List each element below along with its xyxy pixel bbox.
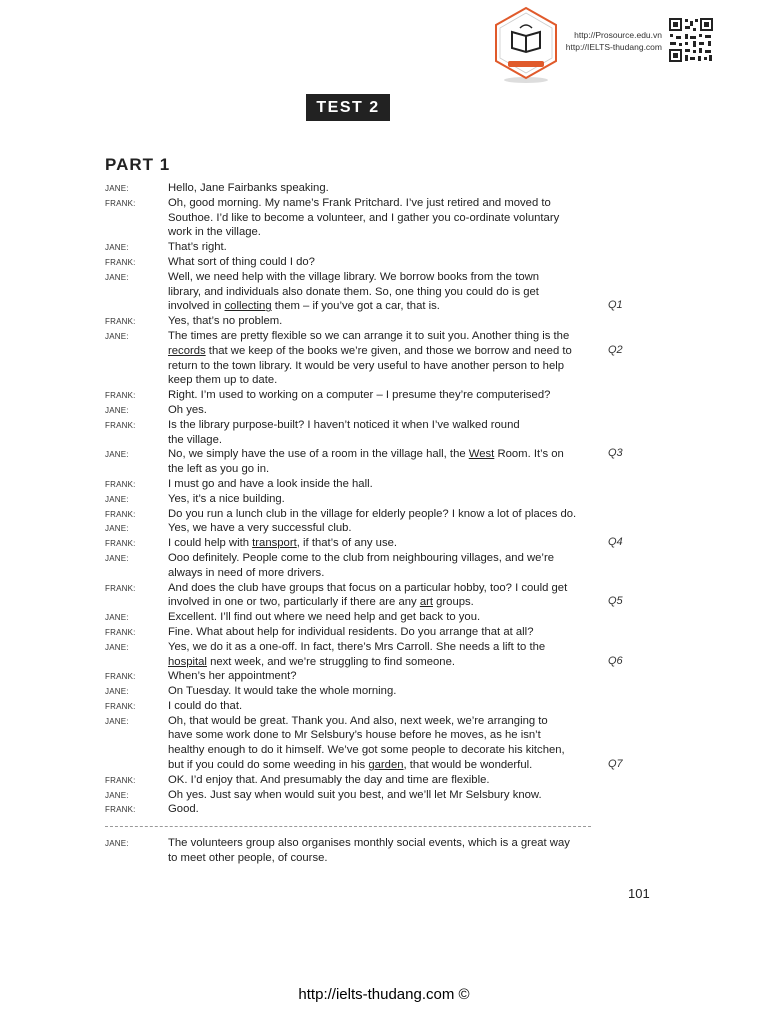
dialogue-line [105,640,645,670]
line-text: Ooo definitely. People come to the club from neighbouring villages, and we’re always in need of more drivers. [168,551,554,579]
line-text: No, we simply have the use of a room in the village hall, the West Room. It’s on the left as you go in. [168,448,564,476]
dialogue-line [105,507,645,522]
line-text: Excellent. I’ll find out where we need help and get back to you. [168,611,481,624]
line-text: Good. [168,803,199,816]
question-marker: Q5 [608,595,623,608]
question-marker: Q1 [608,299,623,312]
dialogue-line [105,388,645,403]
url-prosource[interactable]: http://Prosource.edu.vn [574,30,662,40]
dialogue-line [105,447,645,477]
dialogue-line [105,625,645,640]
thudang-logo [490,6,562,86]
speaker-label: FRANK: [105,257,136,267]
dialogue-line [105,773,645,788]
speaker-label: FRANK: [105,317,136,327]
dialogue-line [105,521,645,536]
dialogue-line [105,418,645,448]
line-text: Yes, it’s a nice building. [168,492,285,505]
line-text: And does the club have groups that focus on a particular hobby, too? I could get involved in one or two, particularly if there are any art groups. [168,581,568,609]
line-text: Fine. What about help for individual residents. Do you arrange that at all? [168,625,534,638]
line-text: That’s right. [168,241,227,254]
speaker-label: FRANK: [105,509,136,519]
speaker-label: FRANK: [105,479,136,489]
line-text: Oh, that would be great. Thank you. And also, next week, we’re arranging to have some work done to Mr Selsbury’s house before he moves, as he isn’t healthy enough to do it himself. We’ve got some people to decorate his kitchen, but if you could do some weeding in his garden, that would be wonderful. [168,714,565,772]
question-marker: Q2 [608,343,623,356]
speaker-label: FRANK: [105,391,136,401]
line-text: When’s her appointment? [168,670,297,683]
speaker-label: FRANK: [105,672,136,682]
dialogue-line [105,536,645,551]
speaker-label: FRANK: [105,539,136,549]
dialogue-line [105,581,645,611]
header-urls [560,29,662,53]
page-number: 101 [628,886,650,901]
dialogue-line [105,684,645,699]
question-marker: Q4 [608,536,623,549]
line-text: Hello, Jane Fairbanks speaking. [168,182,329,194]
line-text: Oh, good morning. My name’s Frank Pritchard. I’ve just retired and moved to Southoe. I’d like to become a volunteer, and I gather you co-ordinate voluntary work in the village. [168,196,560,239]
line-text: Well, we need help with the village library. We borrow books from the town library, and individuals also donate them. So, one thing you could do is get involved in collecting them – if you’ve got a car, that is. [168,270,540,313]
dialogue-line [105,836,645,866]
line-text: I could help with transport, if that’s of any use. [168,537,398,550]
line-text: On Tuesday. It would take the whole morning. [168,685,397,698]
speaker-label: JANE: [105,790,129,800]
line-text: Oh yes. [168,403,207,416]
question-marker: Q7 [608,758,623,771]
speaker-label: JANE: [105,494,129,504]
transcript-continued [105,836,645,866]
dialogue-line [105,610,645,625]
line-text: What sort of thing could I do? [168,255,315,268]
dialogue-line [105,492,645,507]
speaker-label: JANE: [105,405,129,415]
qr-code [668,17,714,63]
dialogue-line [105,181,645,196]
dialogue-line [105,403,645,418]
dialogue-line [105,699,645,714]
dialogue-line [105,669,645,684]
line-text: I could do that. [168,699,243,712]
url-ielts-thudang[interactable]: http://IELTS-thudang.com [565,42,662,52]
line-text: I must go and have a look inside the hall. [168,477,373,490]
speaker-label: JANE: [105,450,129,460]
speaker-label: FRANK: [105,805,136,815]
speaker-label: FRANK: [105,627,136,637]
speaker-label: JANE: [105,839,129,848]
question-marker: Q6 [608,654,623,667]
dialogue-line [105,802,645,817]
speaker-label: JANE: [105,642,129,652]
line-text: The times are pretty flexible so we can arrange it to suit you. Another thing is the records that we keep of the books we’re given, and those we borrow and need to return to the town library. It would be very useful to have another person to help keep them up to date. [168,329,572,387]
test-title-badge: TEST 2 [306,94,390,121]
speaker-label: FRANK: [105,420,136,430]
dialogue-line [105,477,645,492]
dialogue-line [105,714,645,773]
speaker-label: JANE: [105,613,129,623]
dialogue-line [105,255,645,270]
line-text: Right. I’m used to working on a computer – I presume they’re computerised? [168,389,551,402]
speaker-label: JANE: [105,553,129,563]
line-text: Yes, we do it as a one-off. In fact, there’s Mrs Carroll. She needs a lift to the hospital next week, and we’re struggling to find someone. [168,640,546,668]
line-text: The volunteers group also organises monthly social events, which is a great way to meet other people, of course. [168,837,570,864]
dialogue-line [105,240,645,255]
line-text: Oh yes. Just say when would suit you best, and we’ll let Mr Selsbury know. [168,788,542,801]
speaker-label: JANE: [105,331,129,341]
speaker-label: FRANK: [105,701,136,711]
part-heading: PART 1 [105,155,171,174]
dialogue-line [105,788,645,803]
transcript [105,181,645,817]
speaker-label: JANE: [105,524,129,534]
speaker-label: FRANK: [105,583,136,593]
speaker-label: FRANK: [105,198,136,208]
speaker-label: JANE: [105,687,129,697]
dialogue-line [105,551,645,581]
line-text: Is the library purpose-built? I haven’t noticed it when I’ve walked round the village. [168,418,520,446]
line-text: Yes, that’s no problem. [168,315,283,328]
dialogue-line [105,329,645,388]
speaker-label: JANE: [105,184,129,193]
line-text: Yes, we have a very successful club. [168,522,352,535]
line-text: Do you run a lunch club in the village for elderly people? I know a lot of places do. [168,507,577,520]
dialogue-line [105,196,645,240]
dialogue-line [105,270,645,314]
dialogue-line [105,314,645,329]
footer-link[interactable]: http://ielts-thudang.com © [298,986,470,1003]
line-text: OK. I’d enjoy that. And presumably the day and time are flexible. [168,773,490,786]
speaker-label: JANE: [105,716,129,726]
question-marker: Q3 [608,447,623,460]
section-divider [105,826,591,827]
speaker-label: JANE: [105,272,129,282]
speaker-label: FRANK: [105,775,136,785]
speaker-label: JANE: [105,243,129,253]
